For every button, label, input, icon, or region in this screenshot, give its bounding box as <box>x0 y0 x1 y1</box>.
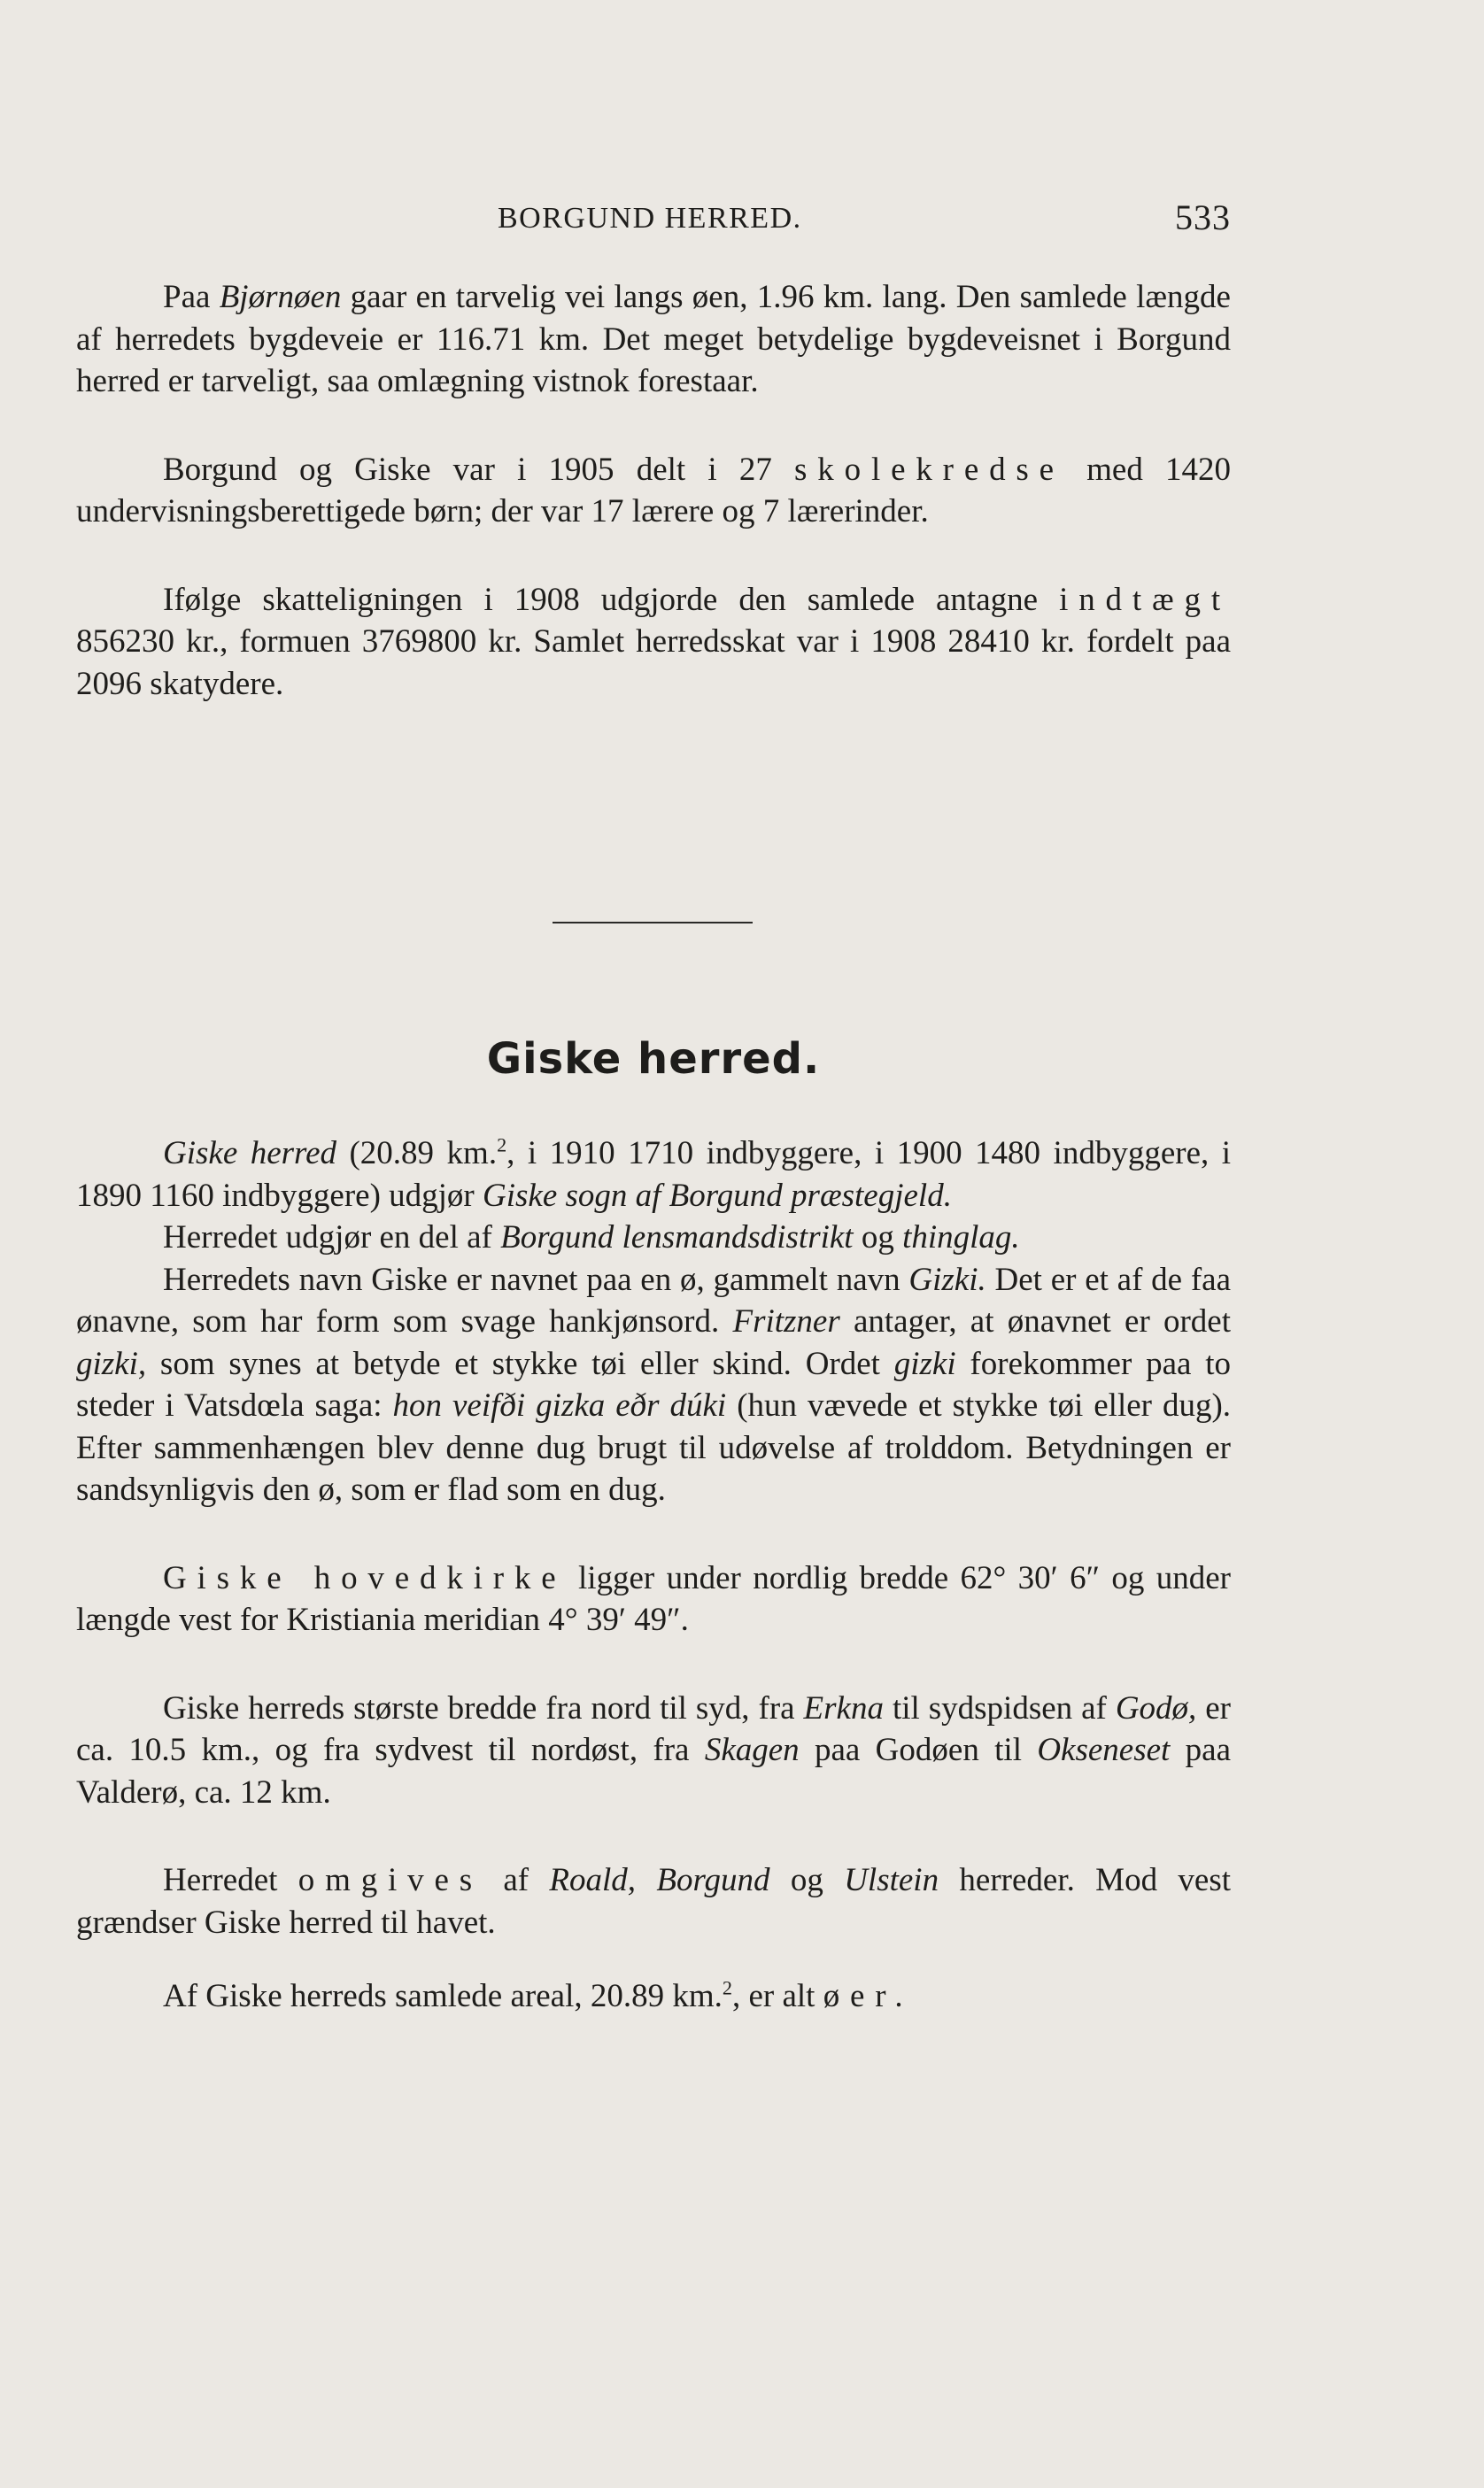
paragraph-borders: Herredet omgives af Roald, Borgund og Ulstein herreder. Mod vest grændser Giske herred til havet. <box>76 1862 1231 1941</box>
running-title: BORGUND HERRED. <box>498 202 802 235</box>
section-divider <box>553 922 753 923</box>
section-giske <box>76 1132 1231 2018</box>
paragraph-area: Af Giske herreds samlede areal, 20.89 km.$^2$, er alt øer. <box>163 1976 914 2014</box>
paragraph-district: Herredet udgjør en del af Borgund lensmandsdistrikt og thinglag. <box>163 1219 1020 1256</box>
paragraph-intro: Giske herred (20.89 km.$^2$, i 1910 1710 indbyggere, i 1900 1480 indbyggere, i 1890 1160 indbyggere) udgjør Giske sogn af Borgund præstegjeld. <box>76 1133 1232 1214</box>
paragraph-roads: Paa Bjørnøen gaar en tarvelig vei langs øen, 1.96 km. lang. Den samlede længde af herredets bygdeveie er 116.71 km. Det meget betydelige bygdeveisnet i Borgund herred er tarveligt, saa omlægning vistnok forestaar. <box>76 279 1231 399</box>
section-title: Giske herred. <box>486 1034 821 1084</box>
paragraph-church-position: Giske hovedkirke ligger under nordlig bredde 62° 30′ 6″ og under længde vest for Kristiania meridian 4° 39′ 49″. <box>76 1559 1231 1638</box>
paragraph-extent: Giske herreds største bredde fra nord til syd, fra Erkna til sydspidsen af Godø, er ca. 10.5 km., og fra sydvest til nordøst, fra Skagen paa Godøen til Okseneset paa Valderø, ca. 12 km. <box>76 1689 1232 1811</box>
paragraph-taxes: Ifølge skatteligningen i 1908 udgjorde den samlede antagne indtægt 856230 kr., formuen 3769800 kr. Samlet herredsskat var i 1908 28410 kr. fordelt paa 2096 skatydere. <box>76 581 1231 702</box>
page-number: 533 <box>1175 197 1231 237</box>
paragraph-schools: Borgund og Giske var i 1905 delt i 27 skolekredse med 1420 undervisningsberettigede børn; der var 17 lærere og 7 lærerinder. <box>76 451 1231 529</box>
page-header <box>76 197 1231 246</box>
section-borgund-continued <box>76 276 1231 705</box>
paragraph-name: Herredets navn Giske er navnet paa en ø, gammelt navn Gizki. Det er et af de faa ønavne, som har form som svage hankjønsord. Fritzner antager, at ønavnet er ordet gizki, som synes at betyde et stykke tøi eller skind. Ordet gizki forekommer paa to steder i Vatsdœla saga: hon veifði gizka eðr dúki (hun vævede et stykke tøi eller dug). Efter sammenhængen blev denne dug brugt til udøvelse af trolddom. Betydningen er sandsynligvis den ø, som er flad som en dug. <box>76 1261 1232 1508</box>
